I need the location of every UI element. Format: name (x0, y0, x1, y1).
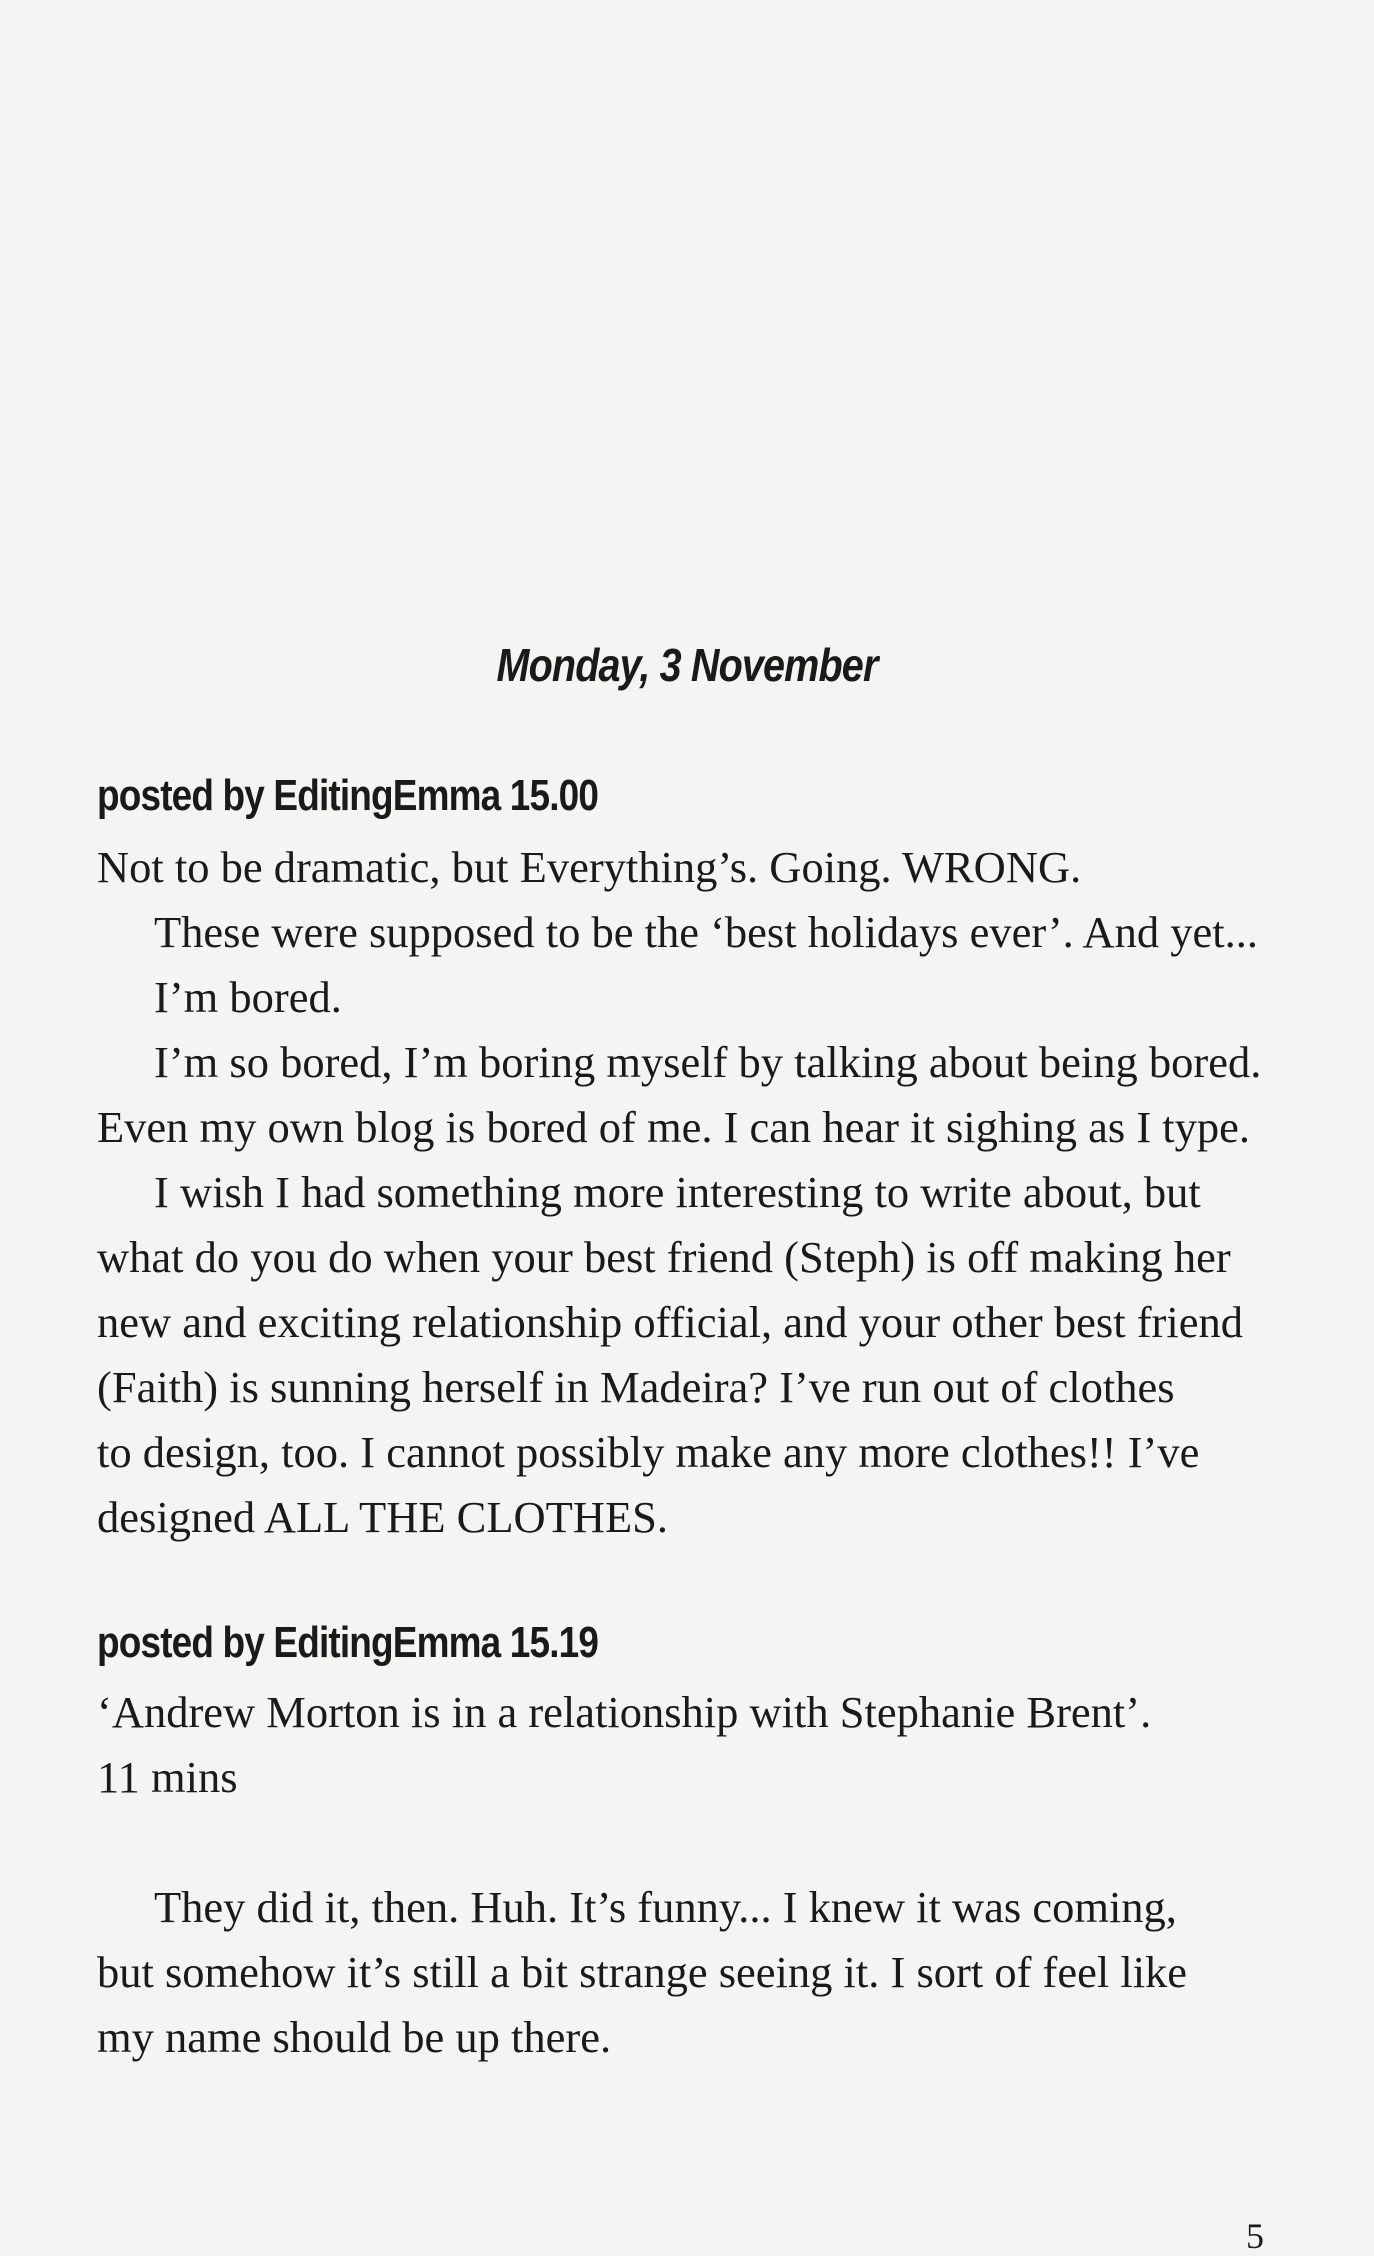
body-line: what do you do when your best friend (Steph) is off making her (97, 1232, 1231, 1282)
body-line: I’m bored. (154, 972, 342, 1022)
body-line: my name should be up there. (97, 2012, 612, 2062)
post-header: posted by EditingEmma 15.19 (97, 1618, 599, 1667)
body-line: 11 mins (97, 1752, 238, 1802)
body-line: They did it, then. Huh. It’s funny... I knew it was coming, (154, 1882, 1177, 1932)
body-line: to design, too. I cannot possibly make any more clothes!! I’ve (97, 1427, 1200, 1477)
body-line: new and exciting relationship official, and your other best friend (97, 1297, 1243, 1347)
body-line: These were supposed to be the ‘best holidays ever’. And yet... (154, 907, 1258, 957)
body-line: I wish I had something more interesting to write about, but (154, 1167, 1201, 1217)
body-line: but somehow it’s still a bit strange seeing it. I sort of feel like (97, 1947, 1188, 1997)
body-line: Even my own blog is bored of me. I can hear it sighing as I type. (97, 1102, 1251, 1152)
date-heading: Monday, 3 November (496, 639, 878, 691)
body-line: (Faith) is sunning herself in Madeira? I’ve run out of clothes (97, 1362, 1175, 1412)
page-number: 5 (1246, 2216, 1264, 2256)
body-line: ‘Andrew Morton is in a relationship with Stephanie Brent’. (97, 1687, 1152, 1737)
post-header: posted by EditingEmma 15.00 (97, 771, 599, 820)
body-line: designed ALL THE CLOTHES. (97, 1492, 669, 1542)
body-line: Not to be dramatic, but Everything’s. Going. WRONG. (97, 842, 1082, 892)
body-line: I’m so bored, I’m boring myself by talking about being bored. (154, 1037, 1262, 1087)
